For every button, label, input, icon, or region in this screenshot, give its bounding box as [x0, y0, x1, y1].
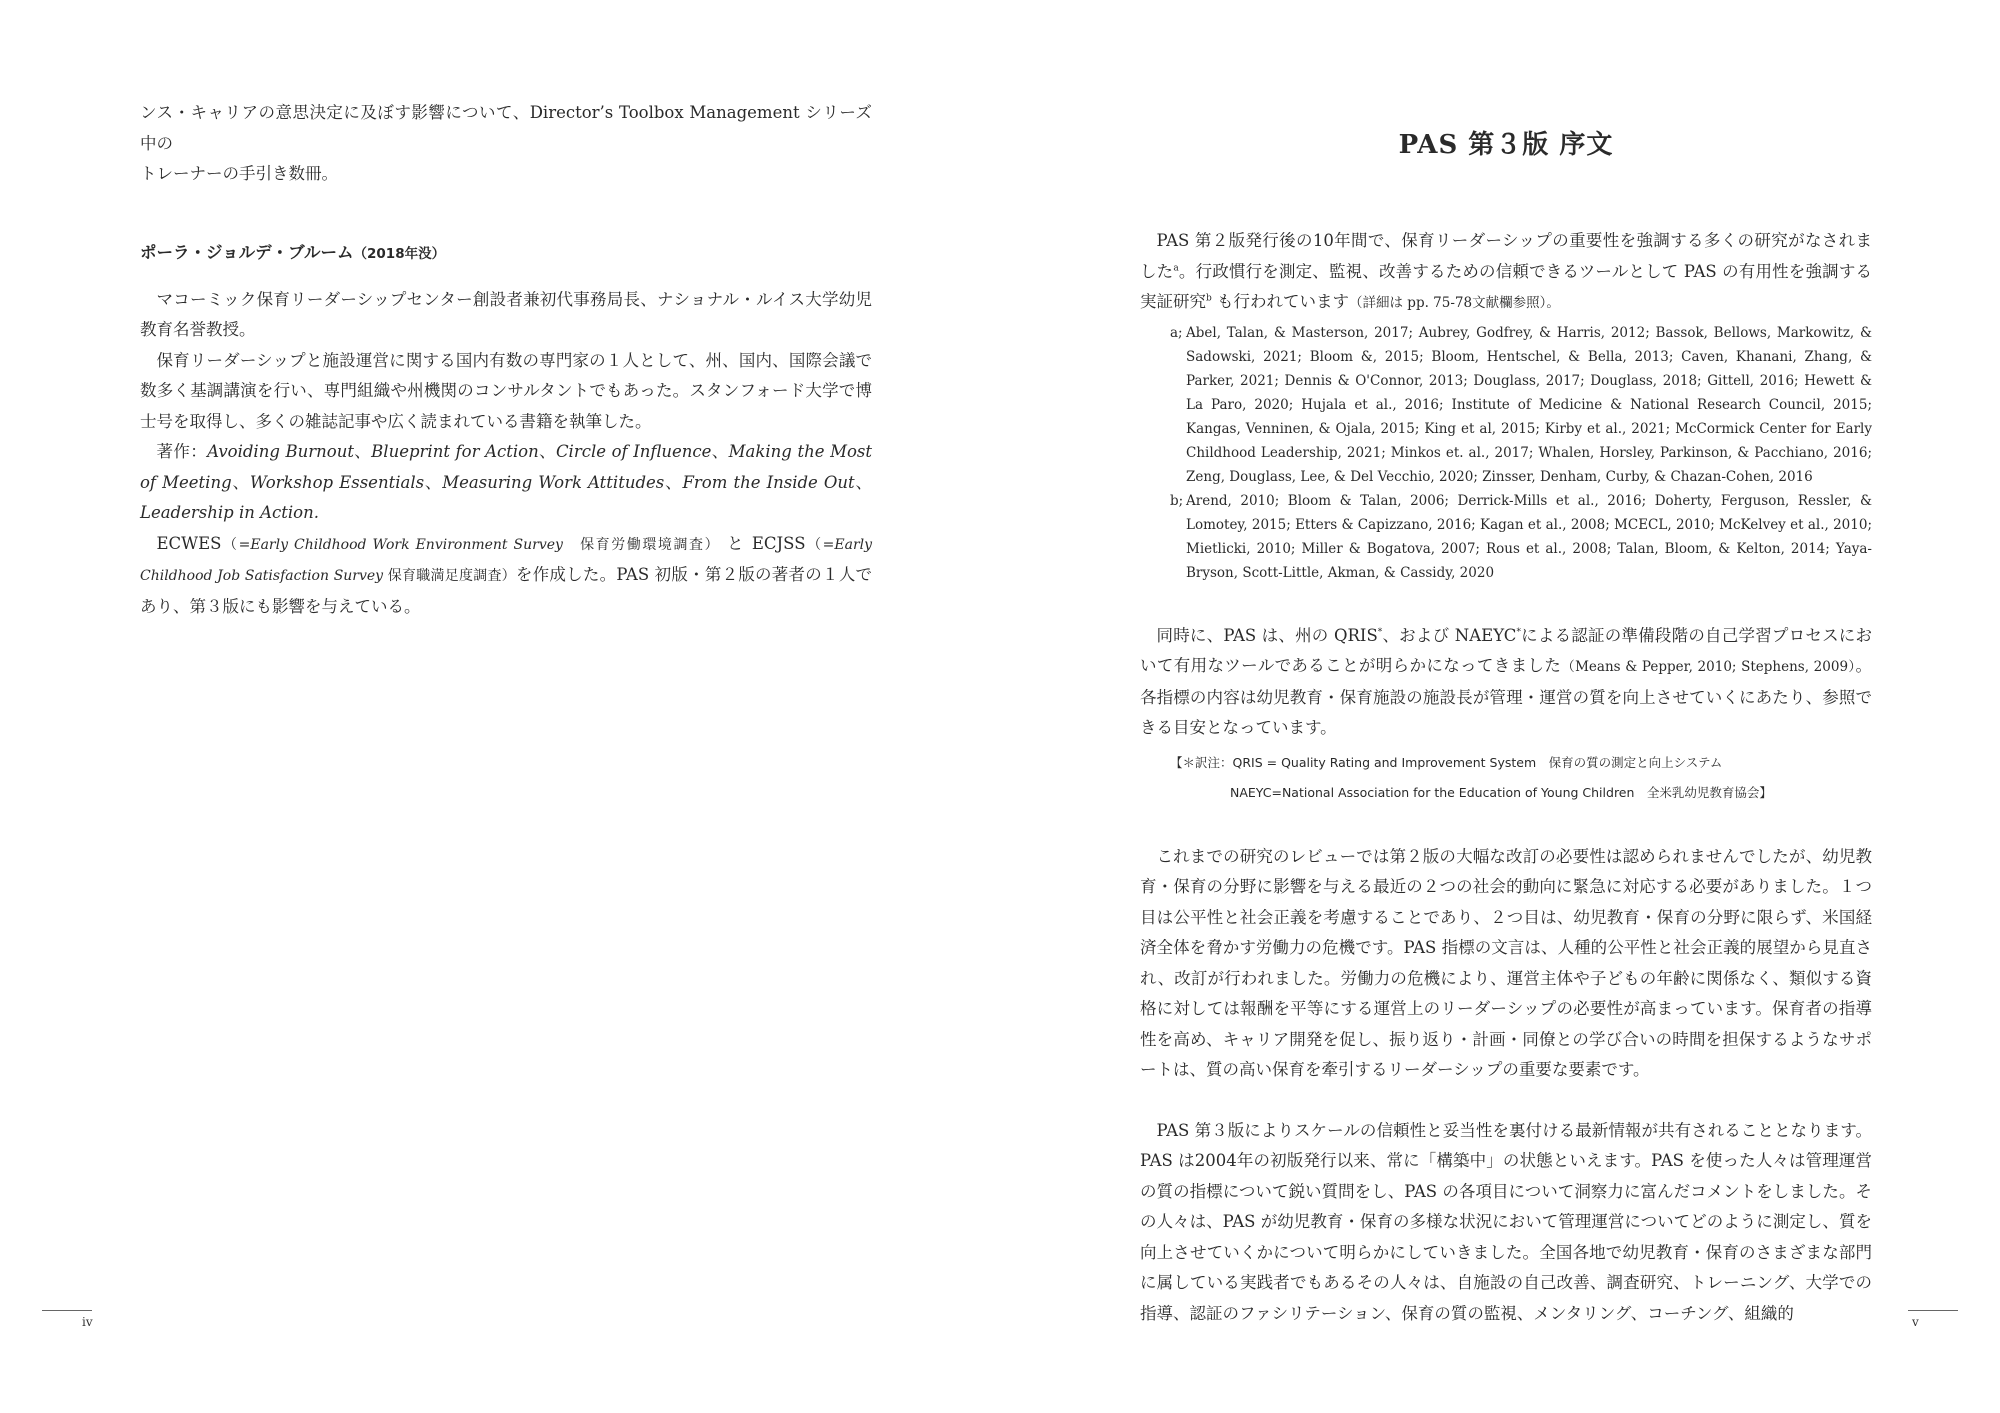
p1-text-c: も行われています — [1211, 292, 1350, 311]
intro-text — [140, 98, 872, 190]
p1-reference: （詳細は pp. 75-78文献欄参照）。 — [1349, 295, 1560, 311]
translator-note-marker: * — [1516, 627, 1521, 637]
reference-b-label: b; — [1170, 492, 1184, 509]
ecjss-english: Early Childhood Job Satisfaction Survey — [140, 536, 873, 584]
ecwes-open: （= — [221, 536, 251, 553]
works-separator: 、 — [711, 442, 729, 461]
p2-text-c: による認証の準備段階の自己学習プロセスにおいて有用なツールであることが明らかになってきました — [1140, 625, 1873, 675]
preface-paragraph-1 — [1140, 226, 1872, 319]
p2-text-b: 、および NAEYC — [1382, 625, 1517, 645]
footnote-marker-b: b — [1206, 293, 1212, 304]
works-paragraph — [140, 437, 872, 529]
translator-note-marker: * — [1377, 627, 1383, 637]
works-separator: 、 — [538, 442, 556, 461]
work-title: Circle of Influence — [555, 442, 712, 461]
reference-b-text: Arend, 2010; Bloom & Talan, 2006; Derrick-Mills et al., 2016; Doherty, Ferguson, Ressler, & Lomotey, 2015; Etters & Capizzano, 2016; Kagan et al., 2008; MCECL, 2010; McKelvey et al., 2010; Mietlicki, 2010; Miller & Bogatova, 2007; Rous et al., 2008; Talan, Bloom, & Kelton, 2014; Yaya-Bryson, Scott-Little, Akman, & Cassidy, 2020 — [1186, 492, 1872, 581]
work-title: Making the Most of Meeting — [140, 442, 873, 492]
p2-text-a: 同時に、PAS は、州の QRIS — [1156, 625, 1378, 645]
right-page — [1000, 0, 2000, 1413]
preface-paragraph-3: これまでの研究のレビューでは第２版の大幅な改訂の必要性は認められませんでしたが、幼児教育・保育の分野に影響を与える最近の２つの社会的動向に緊急に対応する必要がありました。１つ目は公平性と社会正義を考慮することであり、２つ目は、幼児教育・保育の分野に限らず、米国経済全体を脅かす労働力の危機です。PAS 指標の文言は、人種的公平性と社会正義的展望から見直され、改訂が行われました。労働力の危機により、運営主体や子どもの年齢に関係なく、類似する資格に対しては報酬を平等にする運営上のリーダーシップの必要性が高まっています。保育者の指導性を高め、キャリア開発を促し、振り返り・計画・同僚との学び合いの時間を担保するようなサポートは、質の高い保育を牽引するリーダーシップの重要な要素です。 — [1140, 846, 1872, 1079]
work-title: Leadership in Action. — [140, 503, 319, 522]
p2-reference: （Means & Pepper, 2010; Stephens, 2009） — [1561, 659, 1856, 675]
bio-heading — [140, 238, 872, 269]
p1-text-b: 。行政慣行を測定、監視、改善するための信頼できるツールとして PAS の有用性を強調する実証研究 — [1140, 261, 1873, 311]
ecwes-paragraph — [140, 529, 872, 623]
page-number-left: iv — [82, 1315, 93, 1329]
translator-note-line-2: NAEYC=National Association for the Education of Young Children 全米乳幼児教育協会】 — [1230, 784, 1772, 800]
intro-line-1: ンス・キャリアの意思決定に及ぼす影響について、Director’s Toolbox Management シリーズ中の — [140, 103, 872, 153]
works-label: 著作： — [156, 442, 208, 461]
translator-note-line-1: 【＊訳注：QRIS = Quality Rating and Improvement System 保育の質の測定と向上システム — [1170, 754, 1723, 770]
work-title: Measuring Work Attitudes — [442, 472, 665, 492]
folio-rule-left — [42, 1310, 92, 1311]
reference-a — [1170, 321, 1872, 489]
ecwes-english: Early Childhood Work Environment Survey — [250, 536, 563, 553]
reference-a-label: a; — [1170, 324, 1183, 341]
p2-text-d: 。各指標の内容は幼児教育・保育施設の施設長が管理・運営の質を向上させていくにあたり、参照できる目安となっています。 — [1140, 656, 1873, 737]
work-title: Workshop Essentials — [249, 472, 425, 492]
ecwes-japanese: 保育労働環境調査） — [562, 536, 721, 553]
bio-note: （2018年没） — [353, 245, 446, 262]
reference-b — [1170, 489, 1872, 585]
work-title: From the Inside Out — [682, 472, 855, 492]
ecwes-abbr: ECWES — [156, 533, 222, 553]
reference-list — [1140, 321, 1872, 585]
left-column — [140, 98, 872, 622]
ecwes-tail: を作成した。PAS 初版・第２版の著者の１人であり、第３版にも影響を与えている。 — [140, 565, 872, 616]
works-separator: 、 — [664, 472, 683, 492]
preface-title: PAS 第３版 序文 — [1398, 130, 1614, 160]
ecjss-abbr: ECJSS — [751, 533, 806, 553]
works-separator: 、 — [424, 472, 443, 492]
ecjss-open: （= — [805, 536, 835, 553]
translator-note — [1140, 748, 1872, 808]
bio-paragraph-1: マコーミック保育リーダーシップセンター創設者兼初代事務局長、ナショナル・ルイス大学幼児教育名誉教授。 — [140, 289, 872, 339]
works-separator: 、 — [231, 472, 250, 492]
and-text: と — [727, 533, 746, 553]
work-title: Blueprint for Action — [371, 442, 539, 461]
right-column — [1140, 120, 1872, 1329]
preface-paragraph-4: PAS 第３版によりスケールの信頼性と妥当性を裏付ける最新情報が共有されることとなります。PAS は2004年の初版発行以来、常に「構築中」の状態といえます。PAS を使った人々は管理運営の質の指標について鋭い質問をし、PAS の各項目について洞察力に富んだコメントをしました。その人々は、PAS が幼児教育・保育の多様な状況において管理運営についてどのように測定し、質を向上させていくかについて明らかにしていきました。全国各地で幼児教育・保育のさまざまな部門に属している実践者でもあるその人々は、自施設の自己改善、調査研究、トレーニング、大学での指導、認証のファシリテーション、保育の質の監視、メンタリング、コーチング、組織的 — [1140, 1120, 1872, 1323]
bio-name: ポーラ・ジョルデ・ブルーム — [140, 242, 354, 262]
ecjss-japanese: 保育職満足度調査） — [383, 568, 516, 584]
page-number-right: v — [1912, 1315, 1919, 1329]
preface-paragraph-2 — [1140, 621, 1872, 744]
folio-rule-right — [1908, 1310, 1958, 1311]
footnote-marker-a: a — [1173, 263, 1179, 273]
works-separator: 、 — [854, 472, 873, 492]
p1-text-a: PAS 第２版発行後の10年間で、保育リーダーシップの重要性を強調する多くの研究がなされました — [1140, 231, 1872, 281]
bio-paragraph-2: 保育リーダーシップと施設運営に関する国内有数の専門家の１人として、州、国内、国際会議で数多く基調講演を行い、専門組織や州機関のコンサルタントでもあった。スタンフォード大学で博士号を取得し、多くの雑誌記事や広く読まれている書籍を執筆した。 — [140, 350, 872, 431]
reference-a-text: Abel, Talan, & Masterson, 2017; Aubrey, Godfrey, & Harris, 2012; Bassok, Bellows, Markowitz, & Sadowski, 2021; Bloom &, 2015; Bloom, Hentschel, & Bella, 2013; Caven, Khanani, Zhang, & Parker, 2021; Dennis & O'Connor, 2013; Douglass, 2017; Douglass, 2018; Gittell, 2016; Hewett & La Paro, 2020; Hujala et al., 2016; Institute of Medicine & National Research Council, 2015; Kangas, Venninen, & Ojala, 2015; King et al, 2015; Kirby et al., 2021; McCormick Center for Early Childhood Leadership, 2021; Minkos et. al., 2017; Whalen, Horsley, Parkinson, & Pacchiano, 2016; Zeng, Douglass, Lee, & Del Vecchio, 2020; Zinsser, Denham, Curby, & Chazan-Cohen, 2016 — [1186, 324, 1872, 485]
work-title: Avoiding Burnout — [207, 442, 354, 461]
works-separator: 、 — [353, 442, 372, 461]
intro-line-2: トレーナーの手引き数冊。 — [140, 164, 338, 183]
